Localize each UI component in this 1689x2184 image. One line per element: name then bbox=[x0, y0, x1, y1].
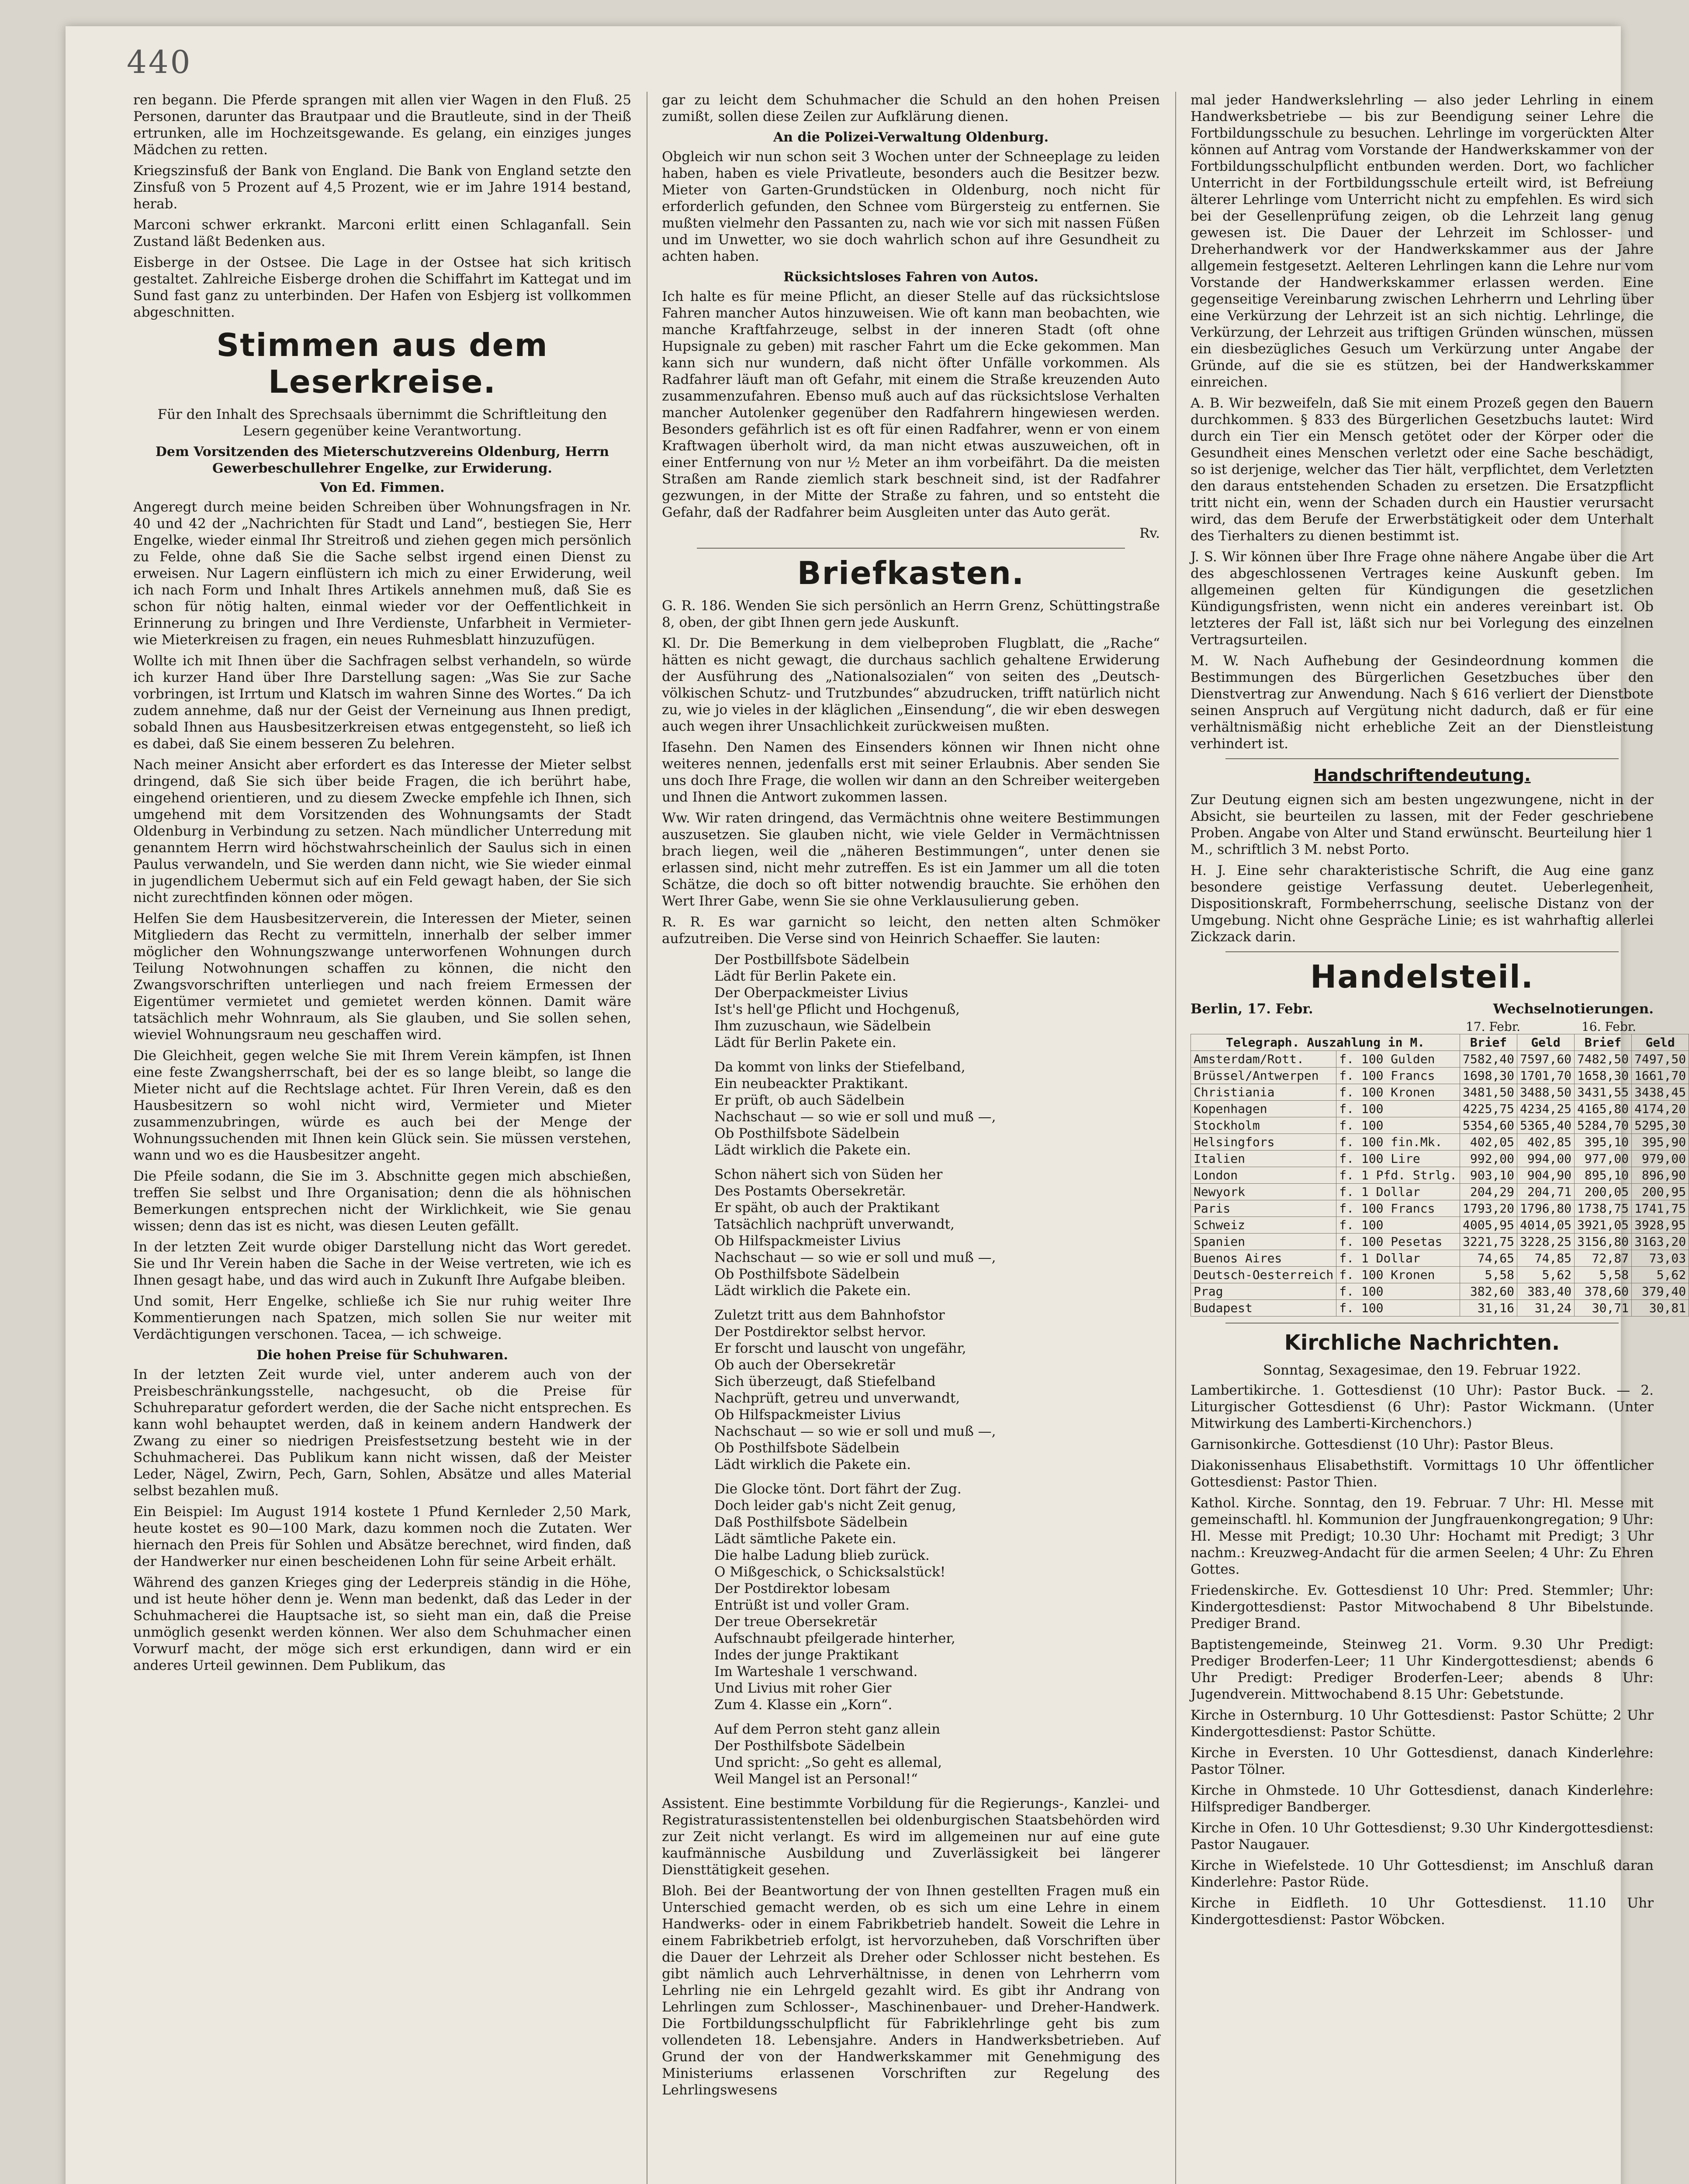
poem-line: Der Oberpackmeister Livius bbox=[714, 985, 908, 1001]
table-cell: 7482,50 bbox=[1575, 1051, 1632, 1068]
divider bbox=[1225, 951, 1619, 952]
paragraph: Ein Beispiel: Im August 1914 kostete 1 Pfund Kernleder 2,50 Mark, heute kostet es 90—100 Mark, dazu kommen noch die Zutaten. Wer hiernach den Preis für Sohlen und Absätze berechnet, wird finden, daß der Handwerker nur einen bescheidenen Lohn für seine Arbeit erhält. bbox=[133, 1504, 631, 1569]
table-cell: 30,71 bbox=[1575, 1300, 1632, 1317]
poem-line: Der Postbillfsbote Sädelbein bbox=[714, 952, 910, 968]
table-cell: 1796,80 bbox=[1517, 1200, 1575, 1217]
table-cell: 5354,60 bbox=[1460, 1117, 1517, 1134]
table-cell: 903,10 bbox=[1460, 1167, 1517, 1184]
table-cell: 3481,50 bbox=[1460, 1084, 1517, 1101]
table-cell: 3431,55 bbox=[1575, 1084, 1632, 1101]
table-header: Telegraph. Auszahlung in M. bbox=[1191, 1034, 1460, 1051]
exchange-table bbox=[1191, 1034, 1689, 1317]
date-label: 16. Febr. bbox=[1581, 1019, 1636, 1034]
table-cell: 5,58 bbox=[1460, 1267, 1517, 1283]
table-cell: f. 100 Kronen bbox=[1336, 1084, 1460, 1101]
poem-line: Doch leider gab's nicht Zeit genug, bbox=[714, 1498, 956, 1514]
paragraph: In der letzten Zeit wurde viel, unter anderem auch von der Preisbeschränkungsstelle, nachgesucht, ob die Preise für Schuhreparatur gefordert werden, die der Sache nicht entsprechen. Es kann wohl behauptet werden, daß in keinem andern Handwerk der Zwang zu einer so niedrigen Preisfestsetzung besteht wie in der Schuhmacherei. Das Publikum kann nicht wissen, daß der Meister Leder, Nägel, Zwirn, Pech, Garn, Sohlen, Absätze und alles Material selbst bezahlen muß. bbox=[133, 1367, 631, 1499]
table-cell: 395,90 bbox=[1632, 1134, 1689, 1151]
table-cell: Christiania bbox=[1191, 1084, 1336, 1101]
section-heading: Stimmen aus dem Leserkreise. bbox=[216, 327, 548, 400]
date-label: 17. Febr. bbox=[1465, 1019, 1520, 1034]
poem-line: Er forscht und lauscht von ungefähr, bbox=[714, 1341, 966, 1356]
church-entry: Kirche in Ofen. 10 Uhr Gottesdienst; 9.30 Uhr Kindergottesdienst: Pastor Naugauer. bbox=[1191, 1820, 1654, 1852]
column-rule bbox=[1175, 92, 1176, 2184]
table-row bbox=[1191, 1051, 1689, 1068]
table-cell: 3921,05 bbox=[1575, 1217, 1632, 1234]
signature: Rv. bbox=[1139, 525, 1160, 541]
reader-answer: M. W. Nach Aufhebung der Gesindeordnung kommen die Bestimmungen des Bürgerlichen Gesetzbuches über den Dienstvertrag zur Anwendung. Nach § 616 verliert der Dienstbote seinen Anspruch auf Vergütung nicht dadurch, daß er für eine verhältnismäßig nicht erhebliche Zeit an der Dienstleistung verhindert ist. bbox=[1191, 653, 1654, 752]
poem-line: Und Livius mit roher Gier bbox=[714, 1680, 892, 1696]
table-row bbox=[1191, 1300, 1689, 1317]
table-cell: 904,90 bbox=[1517, 1167, 1575, 1184]
table-cell: f. 100 bbox=[1336, 1117, 1460, 1134]
table-cell: 200,95 bbox=[1632, 1184, 1689, 1200]
disclaimer: Für den Inhalt des Sprechsaals übernimmt die Schriftleitung den Lesern gegenüber keine Verantwortung. bbox=[157, 407, 607, 439]
poem-stanza bbox=[662, 1166, 1160, 1299]
poem-stanza bbox=[662, 1059, 1160, 1158]
paragraph: Angeregt durch meine beiden Schreiben über Wohnungsfragen in Nr. 40 und 42 der „Nachrichten für Stadt und Land“, bestiegen Sie, Herr Engelke, wieder einmal Ihr Streitroß und ziehen gegen mich persönlich zu Felde, ohne daß Sie die Sache selbst irgend einen Dienst zu erweisen. Nur Lagern einflüstern ich mich zu einer Erwiderung, weil ich nach Form und Inhalt Ihres Artikels annehmen muß, daß Sie es schon für nötig halten, einmal wieder vor der Oeffentlichkeit in Erinnerung zu bringen und Ihre Verdienste, Unfarbheit in Vermieter- wie Mieterkreisen zu fragen, ein neues Ruhmesblatt hinzuzufügen. bbox=[133, 499, 631, 648]
church-entry: Kirche in Ohmstede. 10 Uhr Gottesdienst, danach Kinderlehre: Hilfsprediger Bandberger. bbox=[1191, 1783, 1654, 1815]
table-row bbox=[1191, 1134, 1689, 1151]
table-cell: 31,24 bbox=[1517, 1300, 1575, 1317]
paragraph: H. J. Eine sehr charakteristische Schrift, die Aug eine ganz besondere geistige Verfassung deutet. Ueberlegenheit, Dispositionskraft, Formbeherrschung, seelische Distanz von der Umgebung. Nicht ohne Gespräche Linie; es ist wahrhaftig allerlei Zickzack darin. bbox=[1191, 863, 1654, 945]
table-cell: 382,60 bbox=[1460, 1283, 1517, 1300]
church-entry: Friedenskirche. Ev. Gottesdienst 10 Uhr: Pred. Stemmler; Uhr: Kindergottesdienst: Pastor Mitwochabend 8 Uhr Bibelstunde. Prediger Brand. bbox=[1191, 1583, 1654, 1631]
poem-line: Lädt wirklich die Pakete ein. bbox=[714, 1457, 911, 1472]
table-cell: 379,40 bbox=[1632, 1283, 1689, 1300]
poem-line: Lädt wirklich die Pakete ein. bbox=[714, 1283, 911, 1299]
column-1 bbox=[133, 92, 631, 2184]
table-cell: 3156,80 bbox=[1575, 1234, 1632, 1250]
reader-answer: Ww. Wir raten dringend, das Vermächtnis ohne weitere Bestimmungen auszusetzen. Sie glauben nicht, wie viele Gelder in Vermächtnissen brach liegen, weil die „näheren Bestimmungen“, unter denen sie erlassen sind, nicht mehr zutreffen. Es ist ein Jammer um all die toten Schätze, die doch so oft bitter notwendig brauchte. Sie erhöhen den Wert Ihrer Gabe, wenn Sie sie ohne Verklausulierung geben. bbox=[662, 810, 1160, 909]
divider bbox=[697, 548, 1125, 549]
news-item: Kriegszinsfuß der Bank von England. Die Bank von England setzte den Zinsfuß von 5 Prozent auf 4,5 Prozent, wie er im Jahre 1914 bestand, herab. bbox=[133, 163, 631, 212]
poem-line: Lädt sämtliche Pakete ein. bbox=[714, 1531, 896, 1547]
table-cell: f. 100 Lire bbox=[1336, 1151, 1460, 1167]
table-cell: Stockholm bbox=[1191, 1117, 1336, 1134]
table-cell: 895,10 bbox=[1575, 1167, 1632, 1184]
poem-line: Da kommt von links der Stiefelband, bbox=[714, 1059, 966, 1075]
table-cell: London bbox=[1191, 1167, 1336, 1184]
table-cell: 5295,30 bbox=[1632, 1117, 1689, 1134]
table-cell: f. 1 Pfd. Strlg. bbox=[1336, 1167, 1460, 1184]
article-author: Von Ed. Fimmen. bbox=[320, 480, 445, 495]
table-cell: 3928,95 bbox=[1632, 1217, 1689, 1234]
page-number: 440 bbox=[127, 44, 192, 80]
exchange-title: Wechselnotierungen. bbox=[1493, 1001, 1654, 1017]
table-cell: 1698,30 bbox=[1460, 1068, 1517, 1084]
paragraph: Wollte ich mit Ihnen über die Sachfragen selbst verhandeln, so würde ich kurzer Hand über Ihre Darstellung sagen: „Was Sie zur Sache vorbringen, ist Irrtum und Klatsch im wahren Sinne des Wortes.“ Da ich zudem annehme, daß nur der Geist der Verneinung aus Ihnen predigt, sobald Ihnen aus Hausbesitzerkreisen etwas entgegensteht, so ließ ich es dabei, daß Sie einem besseren Zu belehren. bbox=[133, 653, 631, 752]
article-title: Rücksichtsloses Fahren von Autos. bbox=[783, 270, 1038, 285]
church-entry: Baptistengemeinde, Steinweg 21. Vorm. 9.30 Uhr Predigt: Prediger Broderfen-Leer; 11 Uhr Kindergottesdienst; abends 6 Uhr Predigt: Prediger Broderfen-Leer; abends 8 Uhr: Jugendverein. Mittwochabend 8.15 Uhr: Gebetstunde. bbox=[1191, 1637, 1654, 1702]
poem-line: Zum 4. Klasse ein „Korn“. bbox=[714, 1697, 893, 1713]
church-entry: Kirche in Eidfleth. 10 Uhr Gottesdienst. 11.10 Uhr Kindergottesdienst: Pastor Wöbcken. bbox=[1191, 1895, 1654, 1928]
poem-stanza bbox=[662, 951, 1160, 1051]
poem-line: Ob Hilfspackmeister Livius bbox=[714, 1233, 901, 1249]
poem-line: Ob Posthilfsbote Sädelbein bbox=[714, 1126, 900, 1141]
table-cell: Buenos Aires bbox=[1191, 1250, 1336, 1267]
table-cell: Newyork bbox=[1191, 1184, 1336, 1200]
table-cell: f. 1 Dollar bbox=[1336, 1184, 1460, 1200]
table-cell: 3438,45 bbox=[1632, 1084, 1689, 1101]
column-3 bbox=[1191, 92, 1686, 2184]
table-cell: 3221,75 bbox=[1460, 1234, 1517, 1250]
reader-answer: G. R. 186. Wenden Sie sich persönlich an Herrn Grenz, Schüttingstraße 8, oben, der gibt Ihnen gern jede Auskunft. bbox=[662, 598, 1160, 630]
section-heading: Handschriftendeutung. bbox=[1313, 766, 1531, 785]
table-cell: 5,62 bbox=[1632, 1267, 1689, 1283]
paragraph: Ich halte es für meine Pflicht, an dieser Stelle auf das rücksichtslose Fahren mancher Autos hinzuweisen. Wie oft kann man beobachten, wie manche Kraftfahrzeuge, selbst in der inneren Stadt (oft ohne Hupsignale zu geben) mit rascher Fahrt um die Ecke gekommen. Man kann sich nur wundern, daß nicht öfter Unfälle vorkommen. Als Radfahrer läuft man oft Gefahr, mit einem die Straße kreuzenden Auto zusammenzufahren. Ebenso muß auch auf das rücksichtslose Verhalten mancher Autolenker gegenüber den Radfahrern hingewiesen werden. Besonders gefährlich ist es oft für einen Radfahrer, wenn er von einem Kraftwagen überholt wird, da man nicht etwas auszuweichen, oft in einer Entfernung von nur ½ Meter an ihm vorbeifährt. Da die meisten Straßen am Rande ziemlich stark beschneit sind, ist der Radfahrer gezwungen, in der Mitte der Straße zu fahren, und so entsteht die Gefahr, daß der Radfahrer beim Ausgleiten unter das Auto gerät. bbox=[662, 289, 1160, 520]
table-cell: 72,87 bbox=[1575, 1250, 1632, 1267]
poem-stanza bbox=[662, 1481, 1160, 1713]
table-cell: f. 100 Gulden bbox=[1336, 1051, 1460, 1068]
poem-line: Ob Posthilfsbote Sädelbein bbox=[714, 1266, 900, 1282]
table-cell: 204,71 bbox=[1517, 1184, 1575, 1200]
table-cell: Italien bbox=[1191, 1151, 1336, 1167]
table-cell: Kopenhagen bbox=[1191, 1101, 1336, 1117]
poem-line: Daß Posthilfsbote Sädelbein bbox=[714, 1514, 908, 1530]
poem-line: Ob Hilfspackmeister Livius bbox=[714, 1407, 901, 1423]
table-row bbox=[1191, 1267, 1689, 1283]
poem bbox=[662, 951, 1160, 1787]
table-cell: 4234,25 bbox=[1517, 1101, 1575, 1117]
table-cell: Paris bbox=[1191, 1200, 1336, 1217]
table-cell: 378,60 bbox=[1575, 1283, 1632, 1300]
paragraph: mal jeder Handwerkslehrling — also jeder Lehrling in einem Handwerksbetriebe — bis zur Beendigung seiner Lehre die Fortbildungsschule zu besuchen. Lehrlinge im vorgerückten Alter können auf Antrag vom Vorstande der Handwerkskammer von der Fortbildungsschulpflicht entbunden werden. Dort, wo fachlicher Unterricht in der Fortbildungsschule erteilt wird, ist Befreiung älterer Lehrlinge vom Unterricht nicht zu empfehlen. Es wird sich bei der Gesellenprüfung zeigen, ob die Lehrzeit lang genug gewesen ist. Die Dauer der Lehrzeit im Schlosser- und Dreherhandwerk vor der Handwerkskammer aus der Jahre allgemein festgesetzt. Aelteren Lehrlingen kann die Lehre nur vom Vorstande der Handwerkskammer erlassen werden. Eine gegenseitige Vereinbarung zwischen Lehrherrn und Lehrling über eine Verkürzung der Lehrzeit ist an sich nichtig. Lehrlinge, die Verkürzung, der Lehrzeit aus triftigen Gründen wünschen, müssen ein diesbezügliches Gesuch um Verkürzung unter Angabe der Gründe, auf die sie es stützen, bei der Handwerkskammer einreichen. bbox=[1191, 92, 1654, 390]
exchange-dates bbox=[1191, 1019, 1654, 1034]
table-cell: Deutsch-Oesterreich bbox=[1191, 1267, 1336, 1283]
poem-line: Schon nähert sich von Süden her bbox=[714, 1167, 943, 1182]
poem-line: Indes der junge Praktikant bbox=[714, 1647, 899, 1663]
poem-line: Er prüft, ob auch Sädelbein bbox=[714, 1092, 905, 1108]
table-cell: Budapest bbox=[1191, 1300, 1336, 1317]
table-row bbox=[1191, 1167, 1689, 1184]
paragraph: Während des ganzen Krieges ging der Lederpreis ständig in die Höhe, und ist heute höher denn je. Wenn man bedenkt, daß das Leder in der Schuhmacherei die Hauptsache ist, so sieht man ein, daß die Preise unmöglich gesenkt werden können. Wer also dem Schuhmacher einen Vorwurf macht, der möge sich erst erkundigen, dann wird er ein anderes Urteil gewinnen. Dem Publikum, das bbox=[133, 1575, 631, 1673]
table-cell: Prag bbox=[1191, 1283, 1336, 1300]
poem-line: Nachschaut — so wie er soll und muß —, bbox=[714, 1250, 996, 1265]
reader-answer: Ifasehn. Den Namen des Einsenders können wir Ihnen nicht ohne weiteres nennen, jedenfalls erst mit seiner Erlaubnis. Aber senden Sie uns doch Ihre Frage, die wollen wir dann an den Schreiber weitergeben und Ihnen die Antwort zukommen lassen. bbox=[662, 740, 1160, 805]
divider bbox=[1225, 758, 1619, 759]
church-entry: Diakonissenhaus Elisabethstift. Vormittags 10 Uhr öffentlicher Gottesdienst: Pastor Thien. bbox=[1191, 1458, 1654, 1490]
poem-line: Der Postdirektor selbst hervor. bbox=[714, 1324, 926, 1340]
table-cell: 994,00 bbox=[1517, 1151, 1575, 1167]
poem-line: Tatsächlich nachprüft unverwandt, bbox=[714, 1216, 955, 1232]
paragraph: Und somit, Herr Engelke, schließe ich Sie nur ruhig weiter Ihre Kommentierungen nach Spatzen, mich sollen Sie nur weiter mit Verdächtigungen verschonen. Tacea, — ich schweige. bbox=[133, 1293, 631, 1342]
table-cell: f. 1 Dollar bbox=[1336, 1250, 1460, 1267]
table-cell: 204,29 bbox=[1460, 1184, 1517, 1200]
paragraph: Die Pfeile sodann, die Sie im 3. Abschnitte gegen mich abschießen, treffen Sie selbst und Ihre Organisation; denn die als höhnischen Bemerkungen entsprechen nicht der Wirklichkeit, wie Sie genau wissen; denn das ist es nicht, was diesen Leuten gefällt. bbox=[133, 1168, 631, 1234]
section-heading: Briefkasten. bbox=[797, 555, 1025, 591]
table-cell: Amsterdam/Rott. bbox=[1191, 1051, 1336, 1068]
news-item: Eisberge in der Ostsee. Die Lage in der Ostsee hat sich kritisch gestaltet. Zahlreiche Eisberge drohen die Schiffahrt im Kattegat und im Sund fast ganz zu unterbinden. Der Hafen von Esbjerg ist vollkommen abgeschnitten. bbox=[133, 255, 631, 320]
poem-line: Lädt für Berlin Pakete ein. bbox=[714, 968, 896, 984]
table-row bbox=[1191, 1234, 1689, 1250]
poem-line: Ist's hell'ge Pflicht und Hochgenuß, bbox=[714, 1002, 960, 1017]
table-cell: f. 100 bbox=[1336, 1101, 1460, 1117]
poem-line: Entrüßt ist und voller Gram. bbox=[714, 1597, 910, 1613]
reader-answer: A. B. Wir bezweifeln, daß Sie mit einem Prozeß gegen den Bauern durchkommen. § 833 des Bürgerlichen Gesetzbuchs lautet: Wird durch ein Tier ein Mensch getötet oder der Körper oder die Gesundheit eines Menschen verletzt oder eine Sache beschädigt, so ist derjenige, welcher das Tier hält, verpflichtet, dem Verletzten den daraus entstehenden Schaden zu ersetzen. Die Ersatzpflicht tritt nicht ein, wenn der Schaden durch ein Haustier verursacht wird, das dem Berufe der Erwerbstätigkeit oder dem Unterhalt des Tierhalters zu dienen bestimmt ist. bbox=[1191, 395, 1654, 544]
table-cell: f. 100 Kronen bbox=[1336, 1267, 1460, 1283]
table-cell: f. 100 Francs bbox=[1336, 1200, 1460, 1217]
table-cell: 7582,40 bbox=[1460, 1051, 1517, 1068]
table-cell: 7497,50 bbox=[1632, 1051, 1689, 1068]
table-cell: f. 100 Francs bbox=[1336, 1068, 1460, 1084]
reader-answer: Bloh. Bei der Beantwortung der von Ihnen gestellten Fragen muß ein Unterschied gemacht werden, ob es sich um eine Lehre in einem Handwerks- oder in einem Fabrikbetrieb handelt. Soweit die Lehre in einem Fabrikbetrieb erfolgt, ist hervorzuheben, daß Vorschriften über die Dauer der Lehrzeit als Dreher oder Schlosser nicht bestehen. Es gibt nämlich auch Lehrverhältnisse, in denen von Lehrherrn vom Lehrling nie ein Lehrgeld gezahlt wird. Es gibt ihr Andrang von Lehrlingen zum Schlosser-, Maschinenbauer- und Dreher-Handwerk. Die Fortbildungsschulpflicht für Fabriklehrlinge geht bis zum vollendeten 18. Lebensjahre. Anders in Handwerksbetrieben. Auf Grund der von der Handwerkskammer mit Genehmigung des Ministeriums erlassenen Vorschriften zur Regelung des Lehrlingswesens bbox=[662, 1883, 1160, 2098]
table-row bbox=[1191, 1283, 1689, 1300]
news-item: Marconi schwer erkrankt. Marconi erlitt einen Schlaganfall. Sein Zustand läßt Bedenken aus. bbox=[133, 217, 631, 249]
poem-line: Die halbe Ladung blieb zurück. bbox=[714, 1548, 930, 1563]
poem-line: Auf dem Perron steht ganz allein bbox=[714, 1721, 941, 1737]
poem-line: Die Glocke tönt. Dort fährt der Zug. bbox=[714, 1481, 962, 1497]
table-cell: 1658,30 bbox=[1575, 1068, 1632, 1084]
paragraph: Helfen Sie dem Hausbesitzerverein, die Interessen der Mieter, seinen Mitgliedern das Recht zu vermitteln, innerhalb der selber immer möglicher den Wohnungszwange unterworfenen Wohnungen durch Teilung Notwohnungen schaffen zu können, die nicht den Zwangsvorschriften unterliegen und nach freiem Ermessen der Eigentümer vermietet und gemietet werden können. Damit wäre tatsächlich mehr Wohnraum, als Sie glauben, und Sie sollen sehen, wieviel Wohnungsraum neu geschaffen wird. bbox=[133, 911, 631, 1043]
paragraph: In der letzten Zeit wurde obiger Darstellung nicht das Wort geredet. Sie und Ihr Verein haben die Sache in der Weise vertreten, wie ich es Ihnen gesagt habe, und das wird auch in Zukunft Ihre Aufgabe bleiben. bbox=[133, 1239, 631, 1288]
poem-line: Er späht, ob auch der Praktikant bbox=[714, 1200, 940, 1216]
church-entry: Kirche in Wiefelstede. 10 Uhr Gottesdienst; im Anschluß daran Kinderlehre: Pastor Rüde. bbox=[1191, 1858, 1654, 1890]
paragraph: Zur Deutung eignen sich am besten ungezwungene, nicht in der Absicht, sie beurteilen zu lassen, mit der Feder geschriebene Proben. Angabe von Alter und Stand erwünscht. Beurteilung hier 1 M., schriftlich 3 M. nebst Porto. bbox=[1191, 792, 1654, 857]
table-cell: 3228,25 bbox=[1517, 1234, 1575, 1250]
article-title: Die hohen Preise für Schuhwaren. bbox=[256, 1348, 508, 1363]
poem-line: Nachschaut — so wie er soll und muß —, bbox=[714, 1424, 996, 1439]
table-cell: Schweiz bbox=[1191, 1217, 1336, 1234]
paragraph: Obgleich wir nun schon seit 3 Wochen unter der Schneeplage zu leiden haben, haben es viele Privatleute, besonders auch die Besitzer bezw. Mieter von Garten-Grundstücken in Oldenburg, noch nicht für erforderlich gefunden, den Schnee vom Bürgersteig zu entfernen. Sie mußten vielmehr den Passanten zu, nach wie vor sich mit nassen Füßen und im Unwetter, wo sie doch wahrlich schon auf ihre Gesundheit zu achten haben. bbox=[662, 149, 1160, 264]
table-cell: 5,62 bbox=[1517, 1267, 1575, 1283]
church-entry: Kirche in Eversten. 10 Uhr Gottesdienst, danach Kinderlehre: Pastor Tölner. bbox=[1191, 1745, 1654, 1777]
reader-answer: J. S. Wir können über Ihre Frage ohne nähere Angabe über die Art des abgeschlossenen Vertrages keine Auskunft geben. Im allgemeinen gelten für Kündigungen die gesetzlichen Kündigungsfristen, wenn nicht ein anderes vereinbart ist. Ob letzteres der Fall ist, läßt sich nur bei Vorlegung des einzelnen Vertragsurteilen. bbox=[1191, 549, 1654, 648]
poem-line: Lädt für Berlin Pakete ein. bbox=[714, 1035, 896, 1051]
poem-line: Und spricht: „So geht es allemal, bbox=[714, 1755, 942, 1770]
newspaper-page bbox=[66, 26, 1686, 2184]
table-cell: 1738,75 bbox=[1575, 1200, 1632, 1217]
poem-line: Der treue Obersekretär bbox=[714, 1614, 877, 1630]
table-row bbox=[1191, 1217, 1689, 1234]
table-cell: f. 100 bbox=[1336, 1300, 1460, 1317]
table-cell: 3488,50 bbox=[1517, 1084, 1575, 1101]
news-item: ren begann. Die Pferde sprangen mit allen vier Wagen in den Fluß. 25 Personen, darunter das Brautpaar und die Brautleute, sind in der Theiß ertrunken, alle im Hochzeitsgewande. Es gelang, ein einziges junges Mädchen zu retten. bbox=[133, 92, 631, 158]
table-cell: 979,00 bbox=[1632, 1151, 1689, 1167]
church-entry: Garnisonkirche. Gottesdienst (10 Uhr): Pastor Bleus. bbox=[1191, 1437, 1554, 1452]
table-row bbox=[1191, 1101, 1689, 1117]
section-heading: Handelsteil. bbox=[1310, 958, 1534, 995]
table-cell: 1741,75 bbox=[1632, 1200, 1689, 1217]
paragraph: Nach meiner Ansicht aber erfordert es das Interesse der Mieter selbst dringend, daß Sie sich über beide Fragen, die ich berührt habe, eingehend orientieren, und zu diesem Zwecke empfehle ich Ihnen, sich umgehend mit dem Vorsitzenden des Wohnungsamts der Stadt Oldenburg in Verbindung zu setzen. Nach mündlicher Unterredung mit genanntem Herrn wird höchstwahrscheinlich der Saulus sich in einen Paulus verwandeln, und Sie werden dann nicht, wie Sie wieder einmal in jugendlichem Uebermut sich auf ein Feld gewagt haben, der Sie sich nicht zurechtfinden können oder mögen. bbox=[133, 757, 631, 905]
table-row bbox=[1191, 1151, 1689, 1167]
table-cell: f. 100 fin.Mk. bbox=[1336, 1134, 1460, 1151]
table-cell: f. 100 Pesetas bbox=[1336, 1234, 1460, 1250]
poem-line: Sich überzeugt, daß Stiefelband bbox=[714, 1374, 936, 1389]
reader-answer: Assistent. Eine bestimmte Vorbildung für die Regierungs-, Kanzlei- und Registraturassistentenstellen bei oldenburgischen Staatsbehörden wird zur Zeit nicht verlangt. Es wird im allgemeinen nur auf eine gute kaufmännische Ausbildung und Zuverlässigkeit bei längerer Diensttätigkeit gesehen. bbox=[662, 1796, 1160, 1878]
table-cell: 7597,60 bbox=[1517, 1051, 1575, 1068]
table-cell: 74,65 bbox=[1460, 1250, 1517, 1267]
table-cell: 992,00 bbox=[1460, 1151, 1517, 1167]
poem-line: Nachschaut — so wie er soll und muß —, bbox=[714, 1109, 996, 1125]
table-cell: 5284,70 bbox=[1575, 1117, 1632, 1134]
church-date: Sonntag, Sexagesimae, den 19. Februar 1922. bbox=[1263, 1362, 1581, 1378]
table-cell: 4174,20 bbox=[1632, 1101, 1689, 1117]
reader-answer: R. R. Es war garnicht so leicht, den netten alten Schmöker aufzutreiben. Die Verse sind von Heinrich Schaeffer. Sie lauten: bbox=[662, 914, 1160, 947]
poem-stanza bbox=[662, 1307, 1160, 1473]
table-cell: Helsingfors bbox=[1191, 1134, 1336, 1151]
column-2 bbox=[662, 92, 1160, 2184]
table-header: Brief bbox=[1460, 1034, 1517, 1051]
table-cell: 74,85 bbox=[1517, 1250, 1575, 1267]
table-cell: 1701,70 bbox=[1517, 1068, 1575, 1084]
article-title: Dem Vorsitzenden des Mieterschutzvereins Oldenburg, Herrn Gewerbeschullehrer Engelke, zur Erwiderung. bbox=[155, 444, 609, 476]
table-cell: 5365,40 bbox=[1517, 1117, 1575, 1134]
table-cell: 30,81 bbox=[1632, 1300, 1689, 1317]
table-cell: 402,85 bbox=[1517, 1134, 1575, 1151]
table-cell: f. 100 bbox=[1336, 1217, 1460, 1234]
poem-line: Nachprüft, getreu und unverwandt, bbox=[714, 1390, 960, 1406]
table-cell: 395,10 bbox=[1575, 1134, 1632, 1151]
poem-line: Der Postdirektor lobesam bbox=[714, 1581, 890, 1597]
poem-line: Im Warteshale 1 verschwand. bbox=[714, 1664, 918, 1679]
article-title: An die Polizei-Verwaltung Oldenburg. bbox=[773, 130, 1049, 145]
table-cell: Brüssel/Antwerpen bbox=[1191, 1068, 1336, 1084]
table-header: Geld bbox=[1632, 1034, 1689, 1051]
poem-line: Aufschnaubt pfeilgerade hinterher, bbox=[714, 1631, 955, 1646]
table-cell: 73,03 bbox=[1632, 1250, 1689, 1267]
table-header-row bbox=[1191, 1034, 1689, 1051]
exchange-place: Berlin, 17. Febr. bbox=[1191, 1001, 1313, 1017]
table-cell: 3163,20 bbox=[1632, 1234, 1689, 1250]
table-cell: 4165,80 bbox=[1575, 1101, 1632, 1117]
table-cell: 1793,20 bbox=[1460, 1200, 1517, 1217]
poem-line: Ihm zuzuschaun, wie Sädelbein bbox=[714, 1018, 931, 1034]
poem-line: Ob Posthilfsbote Sädelbein bbox=[714, 1440, 900, 1456]
poem-line: Der Posthilfsbote Sädelbein bbox=[714, 1738, 905, 1754]
poem-line: Ein neubeackter Praktikant. bbox=[714, 1076, 908, 1092]
poem-line: O Mißgeschick, o Schicksalstück! bbox=[714, 1564, 946, 1580]
poem-line: Ob auch der Obersekretär bbox=[714, 1357, 895, 1373]
church-entry: Kirche in Osternburg. 10 Uhr Gottesdienst: Pastor Schütte; 2 Uhr Kindergottesdienst: Pastor Schütte. bbox=[1191, 1707, 1654, 1740]
poem-line: Lädt wirklich die Pakete ein. bbox=[714, 1142, 911, 1158]
table-cell: 896,90 bbox=[1632, 1167, 1689, 1184]
table-row bbox=[1191, 1184, 1689, 1200]
church-entry: Kathol. Kirche. Sonntag, den 19. Februar. 7 Uhr: Hl. Messe mit gemeinschaftl. hl. Kommunion der Jungfrauenkongregation; 9 Uhr: Hl. Messe mit Predigt; 10.30 Uhr: Hochamt mit Predigt; 3 Uhr nachm.: Kreuzweg-Andacht für die armen Seelen; 4 Uhr: Zu Ehren Gottes. bbox=[1191, 1495, 1654, 1577]
table-cell: 4225,75 bbox=[1460, 1101, 1517, 1117]
table-cell: 4014,05 bbox=[1517, 1217, 1575, 1234]
poem-line: Des Postamts Obersekretär. bbox=[714, 1183, 906, 1199]
table-cell: f. 100 bbox=[1336, 1283, 1460, 1300]
reader-answer: Kl. Dr. Die Bemerkung in dem vielbeproben Flugblatt, die „Rache“ hätten es nicht gewagt, die durchaus sachlich gehaltene Erwiderung der Ausführung des „Nationalsozialen“ von seiten des „Deutsch-völkischen Schutz- und Trutzbundes“ abzudrucken, trifft natürlich nicht zu, wie jo vieles in der kläglichen „Einsendung“, die wir eben deswegen auch wegen ihrer Unsachlichkeit zurückweisen mußten. bbox=[662, 636, 1160, 734]
church-entry: Lambertikirche. 1. Gottesdienst (10 Uhr): Pastor Buck. — 2. Liturgischer Gottesdienst (6 Uhr): Pastor Wickmann. (Unter Mitwirkung des Lamberti-Kirchenchors.) bbox=[1191, 1382, 1654, 1431]
table-cell: 977,00 bbox=[1575, 1151, 1632, 1167]
table-row bbox=[1191, 1250, 1689, 1267]
poem-line: Zuletzt tritt aus dem Bahnhofstor bbox=[714, 1307, 945, 1323]
poem-stanza bbox=[662, 1721, 1160, 1787]
table-cell: 4005,95 bbox=[1460, 1217, 1517, 1234]
exchange-header bbox=[1191, 1001, 1654, 1017]
table-cell: 5,58 bbox=[1575, 1267, 1632, 1283]
table-cell: 31,16 bbox=[1460, 1300, 1517, 1317]
table-cell: 383,40 bbox=[1517, 1283, 1575, 1300]
divider bbox=[1225, 1323, 1619, 1324]
table-cell: Spanien bbox=[1191, 1234, 1336, 1250]
poem-line: Weil Mangel ist an Personal!“ bbox=[714, 1771, 918, 1787]
table-cell: 1661,70 bbox=[1632, 1068, 1689, 1084]
table-header: Geld bbox=[1517, 1034, 1575, 1051]
section-heading: Kirchliche Nachrichten. bbox=[1284, 1330, 1560, 1355]
table-row bbox=[1191, 1084, 1689, 1101]
table-row bbox=[1191, 1068, 1689, 1084]
table-cell: 200,05 bbox=[1575, 1184, 1632, 1200]
table-row bbox=[1191, 1200, 1689, 1217]
paragraph: gar zu leicht dem Schuhmacher die Schuld an den hohen Preisen zumißt, sollen diese Zeilen zur Aufklärung dienen. bbox=[662, 92, 1160, 124]
table-header: Brief bbox=[1575, 1034, 1632, 1051]
table-row bbox=[1191, 1117, 1689, 1134]
paragraph: Die Gleichheit, gegen welche Sie mit Ihrem Verein kämpfen, ist Ihnen eine feste Zwangsherrschaft, bei der es so lange bleibt, so lange die Mieter nicht auf die Rechtslage achtet. Für Ihren Verein, daß es den Hausbesitzern so wohl nicht wird, Vermieter und Mieter zusammenzubringen, würde es auch bei der Menge der Wohnungssuchenden mit Ihnen kein Glück sein. Sie müssen verstehen, wann und wo es die Hausbesitzer angeht. bbox=[133, 1048, 631, 1163]
table-cell: 402,05 bbox=[1460, 1134, 1517, 1151]
